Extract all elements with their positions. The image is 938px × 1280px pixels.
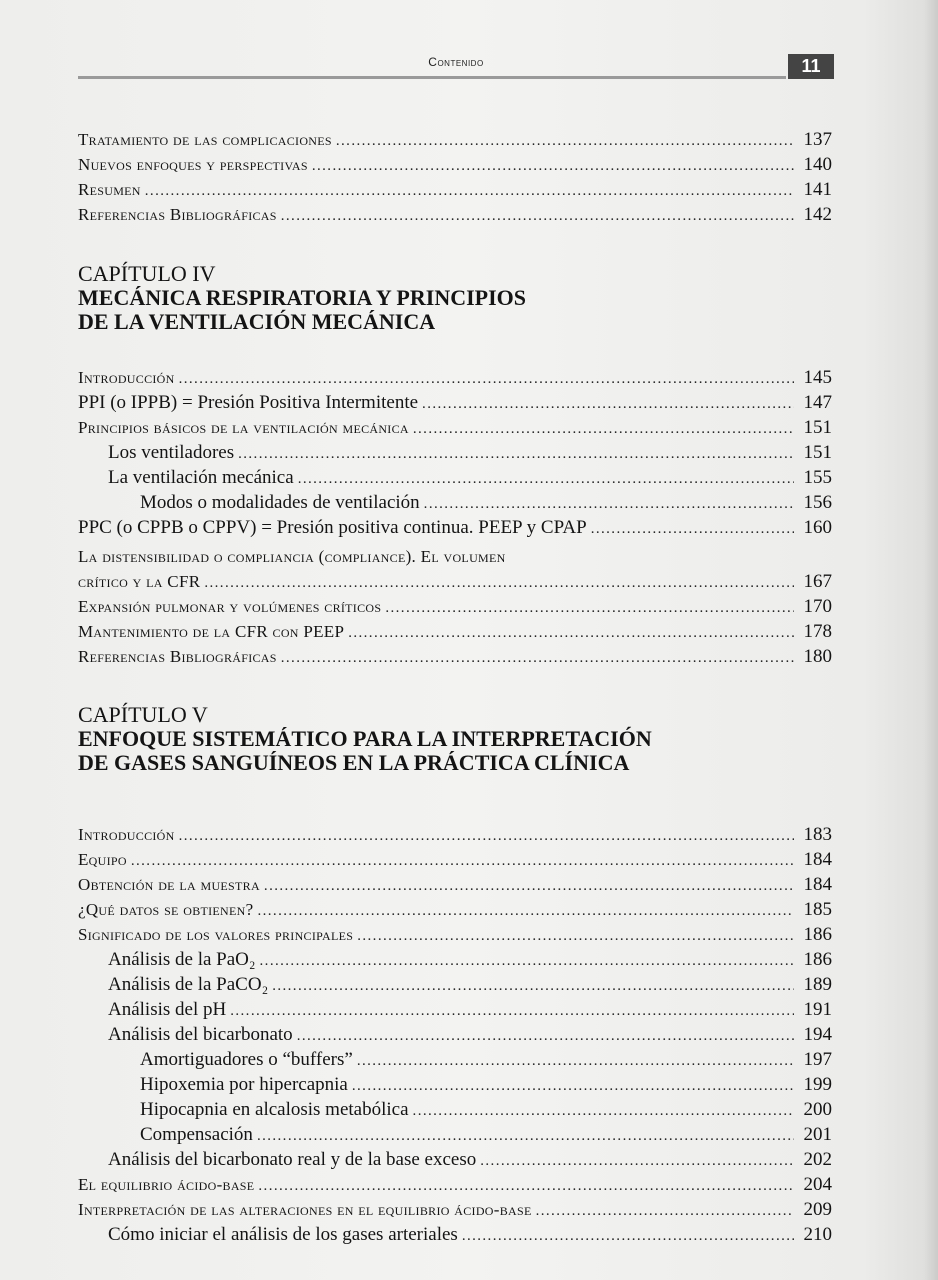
dot-leader bbox=[357, 1049, 794, 1073]
toc-entry bbox=[78, 570, 832, 594]
toc-entry-label: Interpretación de las alteraciones en el equilibrio ácido-base bbox=[78, 1200, 532, 1219]
toc-entry-label: La ventilación mecánica bbox=[108, 467, 294, 488]
dot-leader bbox=[258, 1174, 794, 1198]
toc-entry-label: Mantenimiento de la CFR con PEEP bbox=[78, 622, 345, 641]
toc-entry-label: Significado de los valores principales bbox=[78, 925, 354, 944]
dot-leader bbox=[238, 442, 794, 466]
toc-entry-label: Análisis de la PaO₂ bbox=[108, 949, 256, 970]
toc-entry bbox=[78, 203, 832, 227]
toc-entry-label: PPI (o IPPB) = Presión Positiva Intermitente bbox=[78, 392, 419, 413]
toc-entry-label: Introducción bbox=[78, 825, 175, 844]
toc-entry-page: 155 bbox=[803, 467, 832, 488]
toc-entry-page: 210 bbox=[803, 1224, 832, 1245]
toc-entry-page: 183 bbox=[803, 824, 832, 845]
chapter-heading bbox=[78, 703, 838, 775]
dot-leader bbox=[413, 417, 794, 441]
toc-entry bbox=[108, 1148, 832, 1172]
toc-entry-page: 156 bbox=[803, 492, 832, 513]
toc-entry-label: Hipocapnia en alcalosis metabólica bbox=[140, 1099, 409, 1120]
toc-entry-page: 178 bbox=[803, 621, 832, 642]
dot-leader bbox=[422, 392, 794, 416]
toc-entry-label: Modos o modalidades de ventilación bbox=[140, 492, 420, 513]
dot-leader bbox=[357, 924, 794, 948]
toc-entry-page: 184 bbox=[803, 849, 832, 870]
toc-entry-page: 191 bbox=[803, 999, 832, 1020]
dot-leader bbox=[385, 596, 794, 620]
toc-entry bbox=[108, 998, 832, 1022]
dot-leader bbox=[336, 129, 794, 153]
toc-entry bbox=[78, 620, 832, 644]
toc-entry bbox=[140, 491, 832, 515]
toc-entry bbox=[78, 923, 832, 947]
toc-entry bbox=[108, 973, 832, 997]
dot-leader bbox=[230, 999, 794, 1023]
toc-entry-label: crítico y la CFR bbox=[78, 572, 201, 591]
dot-leader bbox=[480, 1149, 794, 1173]
toc-entry bbox=[78, 823, 832, 847]
dot-leader bbox=[204, 571, 794, 595]
dot-leader bbox=[298, 467, 794, 491]
dot-leader bbox=[462, 1224, 794, 1248]
toc-entry-label: Obtención de la muestra bbox=[78, 875, 260, 894]
toc-entry-page: 209 bbox=[803, 1199, 832, 1220]
dot-leader bbox=[131, 849, 794, 873]
toc-entry bbox=[78, 645, 832, 669]
toc-entry bbox=[78, 366, 832, 390]
dot-leader bbox=[257, 1124, 794, 1148]
dot-leader bbox=[179, 824, 794, 848]
toc-entry-page: 185 bbox=[803, 899, 832, 920]
toc-entry-label: Análisis de la PaCO₂ bbox=[108, 974, 269, 995]
toc-entry-label: Equipo bbox=[78, 850, 127, 869]
toc-entry-label: Análisis del pH bbox=[108, 999, 227, 1020]
dot-leader bbox=[413, 1099, 794, 1123]
toc-entry-label: Hipoxemia por hipercapnia bbox=[140, 1074, 348, 1095]
chapter-label: CAPÍTULO V bbox=[78, 702, 208, 727]
dot-leader bbox=[179, 367, 794, 391]
toc-entry-label: Amortiguadores o “buffers” bbox=[140, 1049, 353, 1070]
page-gutter-shadow bbox=[924, 0, 938, 1280]
dot-leader bbox=[297, 1024, 794, 1048]
toc-entry bbox=[108, 1023, 832, 1047]
toc-entry-page: 142 bbox=[803, 204, 832, 225]
toc-entry bbox=[140, 1048, 832, 1072]
toc-entry-label: Análisis del bicarbonato bbox=[108, 1024, 293, 1045]
toc-entry-page: 204 bbox=[803, 1174, 832, 1195]
toc-entry bbox=[78, 1173, 832, 1197]
toc-entry-page: 167 bbox=[803, 571, 832, 592]
toc-entry-page: 194 bbox=[803, 1024, 832, 1045]
dot-leader bbox=[257, 899, 794, 923]
toc-entry bbox=[78, 391, 832, 415]
toc-entry bbox=[108, 948, 832, 972]
chapter-label: CAPÍTULO IV bbox=[78, 261, 216, 286]
dot-leader bbox=[312, 154, 794, 178]
toc-entry-page: 202 bbox=[803, 1149, 832, 1170]
toc-entry bbox=[108, 466, 832, 490]
toc-entry-continuation: La distensibilidad o compliancia (compliance). El volumen bbox=[78, 547, 506, 566]
toc-entry-page: 201 bbox=[803, 1124, 832, 1145]
toc-entry-page: 199 bbox=[803, 1074, 832, 1095]
toc-entry-page: 189 bbox=[803, 974, 832, 995]
toc-entry-page: 140 bbox=[803, 154, 832, 175]
toc-entry-label: El equilibrio ácido-base bbox=[78, 1175, 255, 1194]
dot-leader bbox=[281, 646, 794, 670]
toc-entry-label: Referencias Bibliográficas bbox=[78, 205, 277, 224]
toc-entry bbox=[108, 441, 832, 465]
toc-entry-label: Introducción bbox=[78, 368, 175, 387]
dot-leader bbox=[348, 621, 794, 645]
dot-leader bbox=[424, 492, 794, 516]
chapter-title-line: MECÁNICA RESPIRATORIA Y PRINCIPIOS bbox=[78, 285, 527, 310]
toc-entry-label: Referencias Bibliográficas bbox=[78, 647, 277, 666]
toc-entry bbox=[78, 898, 832, 922]
chapter-title-line: ENFOQUE SISTEMÁTICO PARA LA INTERPRETACIÓN bbox=[78, 726, 652, 751]
toc-entry-label: Principios básicos de la ventilación mecánica bbox=[78, 418, 409, 437]
toc-entry bbox=[78, 128, 832, 152]
toc-entry-page: 200 bbox=[803, 1099, 832, 1120]
toc-entry bbox=[78, 873, 832, 897]
toc-entry-label: PPC (o CPPB o CPPV) = Presión positiva continua. PEEP y CPAP bbox=[78, 517, 587, 538]
dot-leader bbox=[264, 874, 794, 898]
toc-entry-page: 197 bbox=[803, 1049, 832, 1070]
toc-entry-label: Análisis del bicarbonato real y de la base exceso bbox=[108, 1149, 477, 1170]
chapter-title-line: DE LA VENTILACIÓN MECÁNICA bbox=[78, 309, 436, 334]
toc-entry-label: Resumen bbox=[78, 180, 141, 199]
dot-leader bbox=[591, 517, 794, 541]
toc-entry bbox=[78, 516, 832, 540]
toc-entry-page: 147 bbox=[803, 392, 832, 413]
toc-entry bbox=[140, 1073, 832, 1097]
toc-entry-page: 184 bbox=[803, 874, 832, 895]
toc-entry bbox=[78, 595, 832, 619]
running-header bbox=[78, 50, 834, 80]
toc-entry-label: Nuevos enfoques y perspectivas bbox=[78, 155, 308, 174]
toc-entry bbox=[78, 1198, 832, 1222]
toc-entry-page: 186 bbox=[803, 949, 832, 970]
toc-entry-label: ¿Qué datos se obtienen? bbox=[78, 900, 254, 919]
dot-leader bbox=[281, 204, 794, 228]
dot-leader bbox=[536, 1199, 794, 1223]
chapter-title-line: DE GASES SANGUÍNEOS EN LA PRÁCTICA CLÍNICA bbox=[78, 750, 630, 775]
header-rule bbox=[78, 76, 786, 79]
toc-entry-page: 160 bbox=[803, 517, 832, 538]
toc-entry-label: Compensación bbox=[140, 1124, 253, 1145]
dot-leader bbox=[352, 1074, 794, 1098]
toc-entry-page: 186 bbox=[803, 924, 832, 945]
toc-entry-page: 145 bbox=[803, 367, 832, 388]
toc-entry bbox=[78, 178, 832, 202]
toc-entry-label: Cómo iniciar el análisis de los gases arteriales bbox=[108, 1224, 458, 1245]
toc-entry-page: 170 bbox=[803, 596, 832, 617]
toc-entry-page: 180 bbox=[803, 646, 832, 667]
dot-leader bbox=[145, 179, 794, 203]
toc-entry bbox=[78, 416, 832, 440]
toc-entry-label: Los ventiladores bbox=[108, 442, 235, 463]
toc-entry bbox=[78, 848, 832, 872]
toc-entry-label: Expansión pulmonar y volúmenes críticos bbox=[78, 597, 382, 616]
toc-entry-page: 141 bbox=[803, 179, 832, 200]
toc-entry bbox=[140, 1123, 832, 1147]
toc-entry-page: 151 bbox=[803, 417, 832, 438]
dot-leader bbox=[260, 949, 794, 973]
header-title: Contenido bbox=[428, 55, 484, 69]
dot-leader bbox=[272, 974, 794, 998]
chapter-heading bbox=[78, 262, 838, 334]
toc-entry bbox=[140, 1098, 832, 1122]
toc-entry bbox=[108, 1223, 832, 1247]
page-number-badge: 11 bbox=[788, 54, 834, 79]
toc-entry-page: 137 bbox=[803, 129, 832, 150]
toc-entry-label: Tratamiento de las complicaciones bbox=[78, 130, 332, 149]
toc-entry bbox=[78, 153, 832, 177]
toc-entry-page: 151 bbox=[803, 442, 832, 463]
